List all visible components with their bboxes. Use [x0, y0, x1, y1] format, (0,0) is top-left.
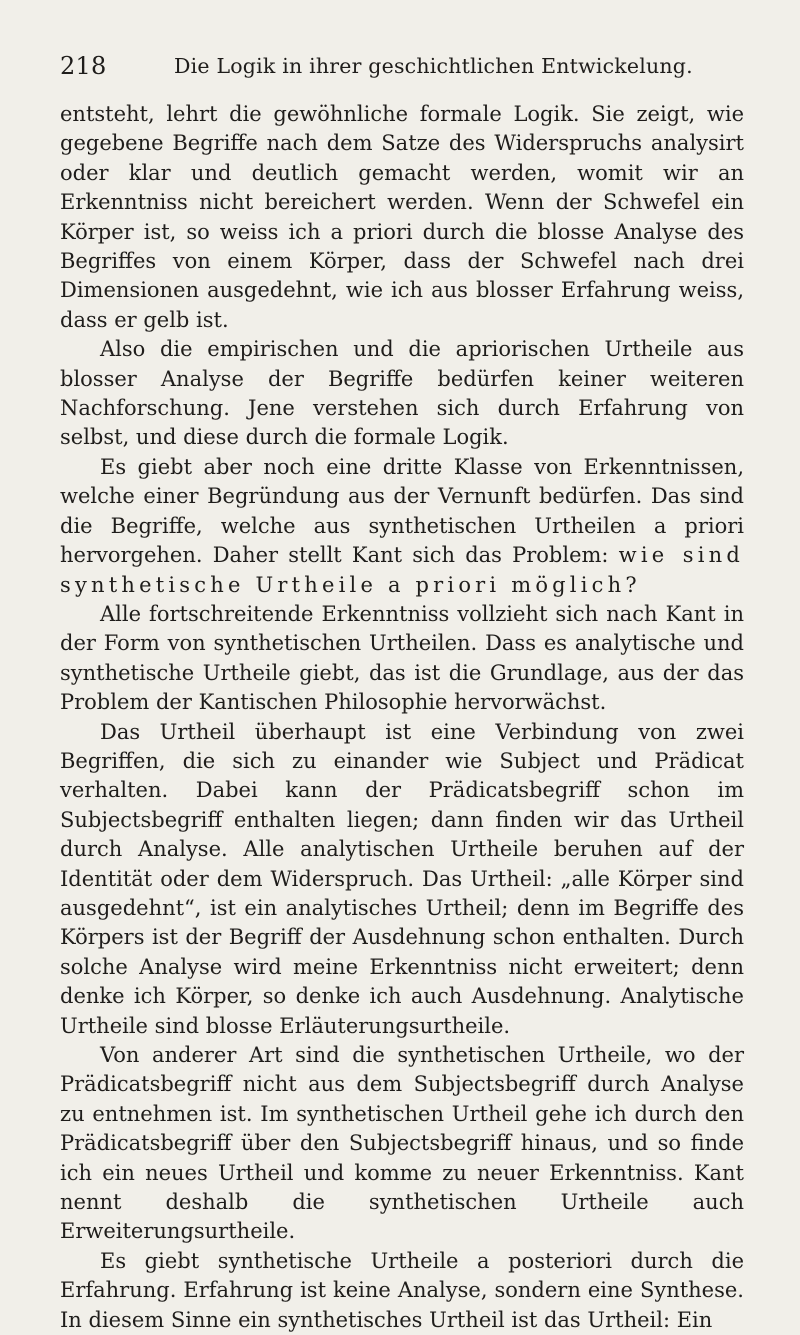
paragraph [60, 453, 744, 600]
paragraph: Also die empirischen und die apriorischen Urtheile aus blosser Analyse der Begriffe bedürfen keiner weiteren Nachforschung. Jene verstehen sich durch Erfahrung von selbst, und diese durch die formale Logik. [60, 337, 744, 450]
paragraph: Es giebt synthetische Urtheile a posteriori durch die Erfahrung. Erfahrung ist keine Analyse, sondern eine Synthese. In diesem Sinne ein synthetisches Urtheil ist das Urtheil: Ein [60, 1248, 744, 1332]
paragraph: entsteht, lehrt die gewöhnliche formale Logik. Sie zeigt, wie gegebene Begriffe nach dem Satze des Widerspruchs analysirt oder klar und deutlich gemacht werden, womit wir an Erkenntniss nicht bereichert werden. Wenn der Schwefel ein Körper ist, so weiss ich a priori durch die blosse Analyse des Begriffes von einem Körper, dass der Schwefel nach drei Dimensionen ausgedehnt, wie ich aus blosser Erfahrung weiss, dass er gelb ist. [60, 102, 744, 332]
paragraph: Alle fortschreitende Erkenntniss vollzieht sich nach Kant in der Form von synthetischen Urtheilen. Dass es analytische und synthetische Urtheile giebt, das ist die Grundlage, aus der das Problem der Kantischen Philosophie hervorwächst. [60, 601, 744, 715]
paragraph: Von anderer Art sind die synthetischen Urtheile, wo der Prädicatsbegriff nicht aus dem Subjectsbegriff durch Analyse zu entnehmen ist. Im synthetischen Urtheil gehe ich durch den Prädicatsbegriff über den Subjectsbegriff hinaus, und so finde ich ein neues Urtheil und komme zu neuer Erkenntniss. Kant nennt deshalb die synthetischen Urtheile auch Erweiterungsurtheile. [60, 1043, 744, 1244]
running-title: Die Logik in ihrer geschichtlichen Entwickelung. [174, 54, 693, 78]
running-head [60, 52, 744, 92]
page-number: 218 [60, 52, 107, 80]
paragraph-text: Es giebt aber noch eine dritte Klasse von Erkenntnissen, welche einer Begründung aus der Vernunft bedürfen. Das sind die Begriffe, welche aus synthetischen Urtheilen a priori hervorgehen. Daher stellt Kant sich das Problem: [60, 454, 744, 568]
emphasized-question: wie sind synthetische Urtheile a priori möglich? [60, 543, 744, 597]
paragraph: Das Urtheil überhaupt ist eine Verbindung von zwei Begriffen, die sich zu einander wie Subject und Prädicat verhalten. Dabei kann der Prädicatsbegriff schon im Subjectsbegriff enthalten liegen; dann finden wir das Urtheil durch Analyse. Alle analytischen Urtheile beruhen auf der Identität oder dem Widerspruch. Das Urtheil: „alle Körper sind ausgedehnt“, ist ein analytisches Urtheil; denn im Begriffe des Körpers ist der Begriff der Ausdehnung schon enthalten. Durch solche Analyse wird meine Erkenntniss nicht erweitert; denn denke ich Körper, so denke ich auch Ausdehnung. Analytische Urtheile sind blosse Erläuterungsurtheile. [60, 719, 744, 1038]
body-text [60, 100, 744, 1335]
